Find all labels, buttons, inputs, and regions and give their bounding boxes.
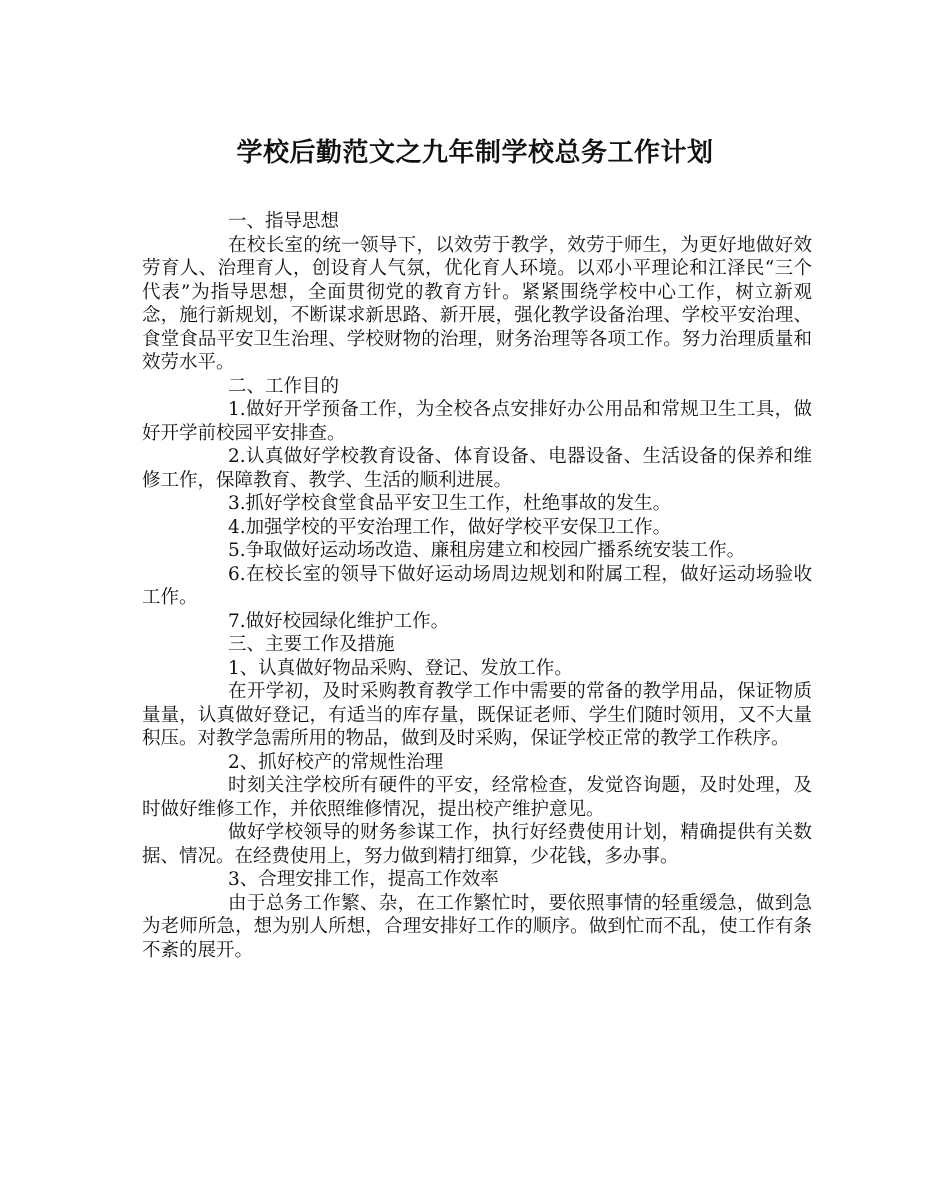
- goal-item-3: 3.抓好学校食堂食品平安卫生工作，杜绝事故的发生。: [228, 493, 672, 514]
- paragraph-asset-safety: 时刻关注学校所有硬件的平安，经常检查，发觉咨询题，及时处理，及时做好维修工作，并依照维修情况，提出校产维护意见。: [142, 775, 812, 820]
- paragraph-efficiency: 由于总务工作繁、杂，在工作繁忙时，要依照事情的轻重缓急，做到急为老师所急，想为别人所想，合理安排好工作的顺序。做到忙而不乱，使工作有条不紊的展开。: [142, 892, 812, 961]
- paragraph-guiding-ideology: 在校长室的统一领导下，以效劳于教学，效劳于师生，为更好地做好效劳育人、治理育人，创设育人气氛，优化育人环境。以邓小平理论和江泽民“三个代表”为指导思想，全面贯彻党的教育方针。紧紧围绕学校中心工作，树立新观念，施行新规划，不断谋求新思路、新开展，强化教学设备治理、学校平安治理、食堂食品平安卫生治理、学校财物的治理，财务治理等各项工作。努力治理质量和效劳水平。: [142, 234, 812, 373]
- goal-item-2: 2.认真做好学校教育设备、体育设备、电器设备、生活设备的保养和维修工作，保障教育、教学、生活的顺利进展。: [142, 446, 812, 491]
- heading-main-work: 三、主要工作及措施: [228, 634, 395, 655]
- goal-item-7: 7.做好校园绿化维护工作。: [228, 610, 450, 632]
- paragraph-finance: 做好学校领导的财务参谋工作，执行好经费使用计划，精确提供有关数据、情况。在经费使用上，努力做到精打细算，少花钱，多办事。: [142, 822, 812, 867]
- heading-work-goals: 二、工作目的: [228, 375, 340, 397]
- goal-item-1: 1.做好开学预备工作，为全校各点安排好办公用品和常规卫生工具，做好开学前校园平安排查。: [142, 399, 812, 444]
- goal-item-5: 5.争取做好运动场改造、廉租房建立和校园广播系统安装工作。: [228, 540, 746, 561]
- goal-item-6: 6.在校长室的领导下做好运动场周边规划和附属工程，做好运动场验收工作。: [142, 563, 812, 608]
- subheading-procurement: 1、认真做好物品采购、登记、发放工作。: [228, 657, 573, 679]
- subheading-asset-management: 2、抓好校产的常规性治理: [228, 751, 444, 773]
- heading-guiding-ideology: 一、指导思想: [228, 211, 340, 232]
- subheading-efficiency: 3、合理安排工作，提高工作效率: [228, 869, 499, 890]
- goal-item-4: 4.加强学校的平安治理工作，做好学校平安保卫工作。: [228, 516, 672, 538]
- document-title: 学校后勤范文之九年制学校总务工作计划: [236, 138, 714, 168]
- paragraph-procurement: 在开学初，及时采购教育教学工作中需要的常备的教学用品，保证物质量量，认真做好登记，有适当的库存量，既保证老师、学生们随时领用，又不大量积压。对教学急需所用的物品，做到及时采购，保证学校正常的教学工作秩序。: [142, 681, 812, 749]
- document-body: [142, 210, 812, 962]
